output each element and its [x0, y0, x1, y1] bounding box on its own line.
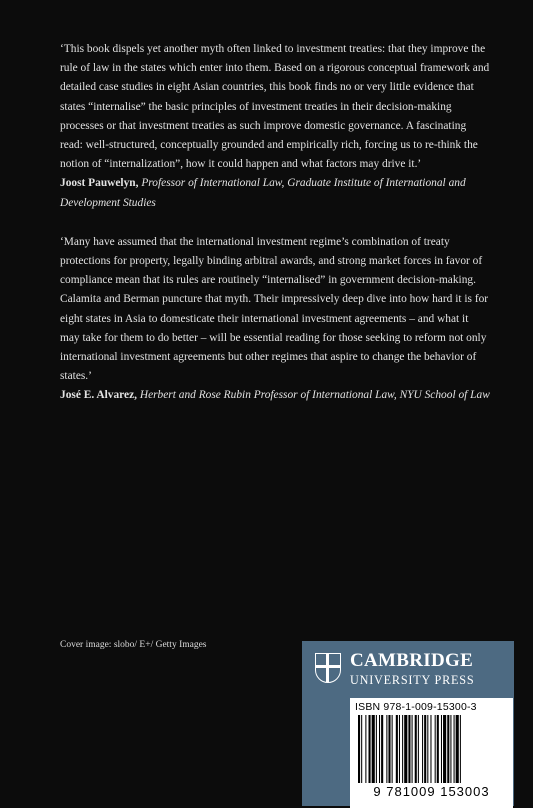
barcode-digits: 9 781009 153003	[373, 784, 490, 799]
blurbs	[60, 40, 490, 406]
blurb-2-quote: ‘Many have assumed that the international investment regime’s combination of treaty protections for property, legally binding arbitral awards, and strong market forces in favor of compliance mean that its rules are routinely “internalised” in government decision-making. Calamita and Berman puncture that myth. Their impressively deep dive into how hard it is for eight states in Asia to domesticate their international investment agreements – and what it may take for them to do better – will be essential reading for those seeking to reform not only international investment agreements but other regimes that aspire to change the behavior of states.’	[60, 235, 489, 383]
isbn-label: ISBN 978-1-009-15300-3	[355, 701, 477, 713]
blurb-2-role: Herbert and Rose Rubin Professor of International Law, NYU School of Law	[139, 389, 490, 402]
publisher-subtitle: UNIVERSITY PRESS	[350, 673, 475, 687]
blurb-1-name: Joost Pauwelyn,	[60, 177, 139, 190]
isbn-barcode-box	[350, 698, 513, 808]
publisher-panel	[302, 641, 514, 806]
blurb-1-attribution	[60, 174, 490, 212]
barcode-icon	[356, 715, 508, 783]
cambridge-crest-icon	[315, 653, 341, 683]
blurb-2-name: José E. Alvarez,	[60, 389, 137, 402]
publisher-name: CAMBRIDGE	[350, 650, 474, 671]
blurb-1-quote: ‘This book dispels yet another myth often linked to investment treaties: that they improve the rule of law in the states which enter into them. Based on a rigorous conceptual framework and detailed case studies in eight Asian countries, this book finds no or very little evidence that states “internalise” the basic principles of investment treaties in their decision-making processes or that investment treaties as such improve domestic governance. A fascinating read: well-structured, conceptually grounded and empirically rich, forcing us to re-think the notion of “internalization”, how it could happen and what factors may drive it.’	[60, 43, 490, 171]
blurb-1-role: Professor of International Law, Graduate Institute of International and Development Studies	[60, 177, 466, 209]
blurb-2-attribution	[60, 386, 490, 405]
cover-image-credit: Cover image: slobo/ E+/ Getty Images	[60, 640, 207, 650]
